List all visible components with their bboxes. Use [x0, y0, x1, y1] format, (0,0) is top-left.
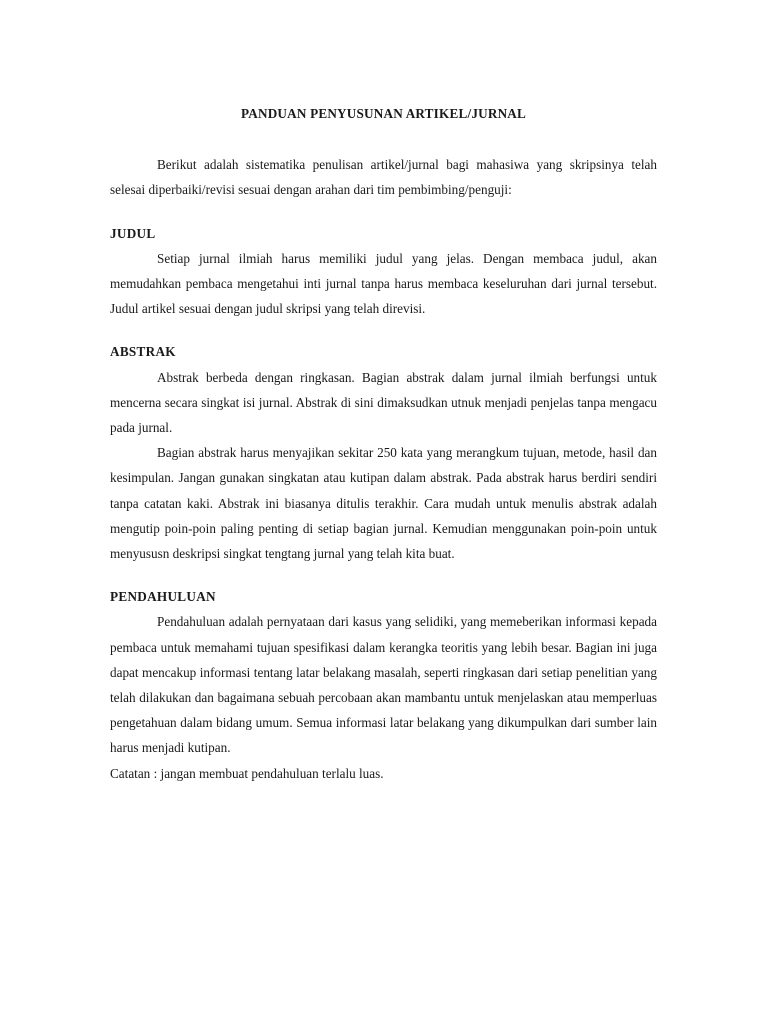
pendahuluan-note: Catatan : jangan membuat pendahuluan terlalu luas.	[110, 765, 384, 781]
pendahuluan-paragraph: Pendahuluan adalah pernyataan dari kasus yang selidiki, yang memeberikan informasi kepada pembaca untuk memahami tujuan spesifikasi dalam kerangka teoritis yang lebih besar. Bagian ini juga dapat mencakup informasi tentang latar belakang masalah, seperti ringkasan dari setiap penelitian yang telah dilakukan dan bagaimana sebuah percobaan akan mambantu untuk menjelaskan atau memperluas pengetahuan dalam bidang umum. Semua informasi latar belakang yang dikumpulkan dari sumber lain harus menjadi kutipan.	[110, 614, 657, 756]
section-heading-judul: JUDUL	[110, 225, 156, 241]
intro-paragraph: Berikut adalah sistematika penulisan artikel/jurnal bagi mahasiwa yang skripsinya telah selesai diperbaiki/revisi sesuai dengan arahan dari tim pembimbing/penguji:	[110, 157, 657, 198]
document-body	[110, 101, 657, 786]
section-heading-abstrak: ABSTRAK	[110, 344, 176, 360]
abstrak-paragraph-1: Abstrak berbeda dengan ringkasan. Bagian abstrak dalam jurnal ilmiah berfungsi untuk mencerna secara singkat isi jurnal. Abstrak di sini dimaksudkan utnuk menjadi penjelas tanpa mengacu pada jurnal.	[110, 369, 657, 436]
section-heading-pendahuluan: PENDAHULUAN	[110, 589, 216, 605]
abstrak-paragraph-2: Bagian abstrak harus menyajikan sekitar 250 kata yang merangkum tujuan, metode, hasil dan kesimpulan. Jangan gunakan singkatan atau kutipan dalam abstrak. Pada abstrak harus berdiri sendiri tanpa catatan kaki. Abstrak ini biasanya ditulis terakhir. Cara mudah untuk menulis abstrak adalah mengutip poin-poin paling penting di setiap bagian jurnal. Kemudian menggunakan poin-poin untuk menyususn deskripsi singkat tengtang jurnal yang telah kita buat.	[110, 445, 657, 562]
judul-paragraph: Setiap jurnal ilmiah harus memiliki judul yang jelas. Dengan membaca judul, akan memudahkan pembaca mengetahui inti jurnal tanpa harus membaca keseluruhan dari jurnal tersebut. Judul artikel sesuai dengan judul skripsi yang telah direvisi.	[110, 250, 657, 317]
document-title: PANDUAN PENYUSUNAN ARTIKEL/JURNAL	[240, 106, 527, 121]
